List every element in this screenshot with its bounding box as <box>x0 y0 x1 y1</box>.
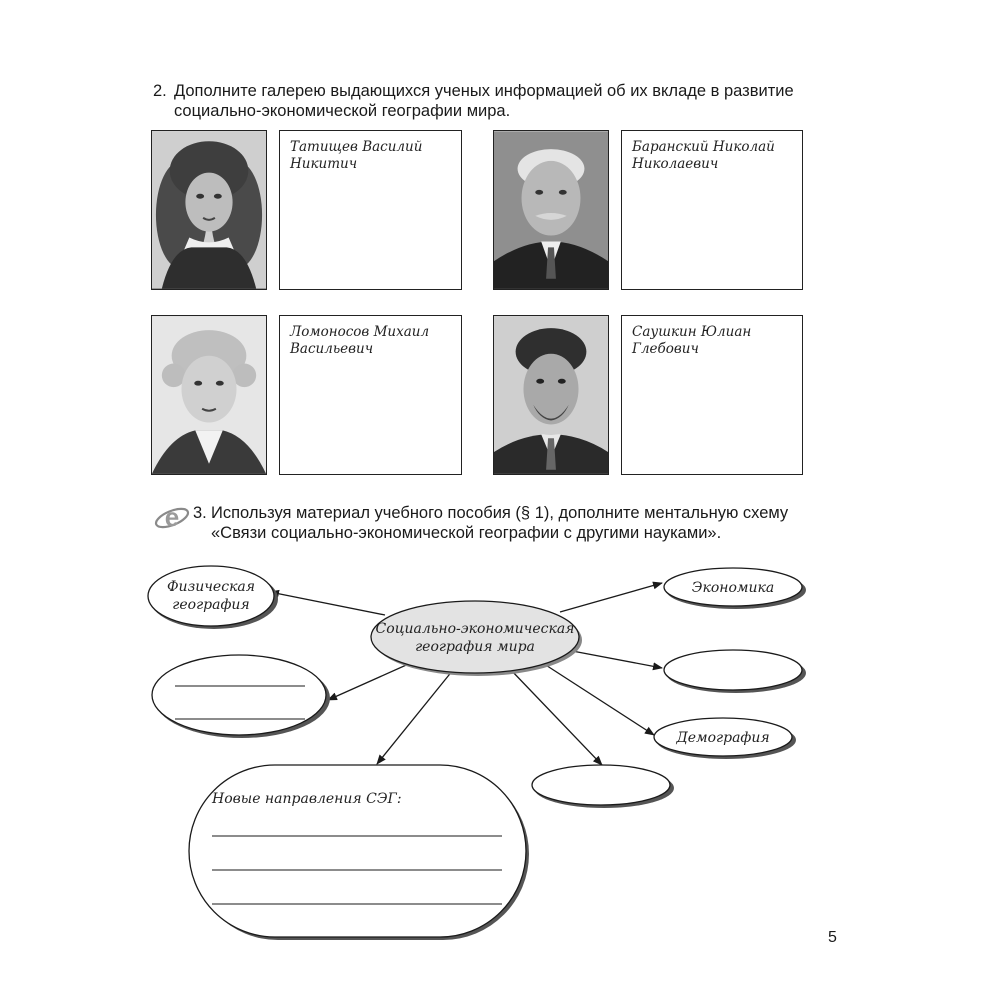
scientist-name-line2: Никитич <box>290 156 358 172</box>
arrow-to-demography <box>538 660 654 735</box>
page-number: 5 <box>828 929 837 946</box>
arrow-to-physical-geography <box>270 592 385 615</box>
arrow-to-empty-bottom <box>510 669 602 765</box>
node-demography <box>654 718 796 759</box>
task-3-text-line1: Используя материал учебного пособия (§ 1), дополните ментальную схему <box>211 504 789 522</box>
node-center-line1: Социально-экономическая <box>375 621 575 637</box>
node-physical-geography <box>148 566 278 629</box>
node-new-directions-label: Новые направления СЭГ: <box>212 791 402 807</box>
scientist-name-line2: Николаевич <box>632 156 719 172</box>
node-empty-bottom[interactable] <box>532 765 674 808</box>
svg-text:e: e <box>164 502 180 532</box>
task-3-text-line2: «Связи социально-экономической географии с другими науками». <box>211 524 722 542</box>
node-center <box>371 601 582 676</box>
scientist-name-line2: Глебович <box>632 341 699 357</box>
task-2-number: 2. <box>153 82 167 100</box>
scientist-name-line1: Саушкин Юлиан <box>632 324 752 340</box>
scientist-name-line2: Васильевич <box>290 341 374 357</box>
node-economics <box>664 568 806 609</box>
node-center-line2: география мира <box>415 639 535 655</box>
arrow-to-empty-left <box>328 662 413 700</box>
scientist-name-line1: Татищев Василий <box>290 139 423 155</box>
node-demography-label: Демография <box>676 730 770 746</box>
scientist-name-line1: Ломоносов Михаил <box>290 324 430 340</box>
node-new-directions[interactable] <box>189 765 529 940</box>
task-2-text-line1: Дополните галерею выдающихся ученых информацией об их вкладе в развитие <box>174 82 794 100</box>
arrow-to-economics <box>560 583 662 612</box>
scientist-name-line1: Баранский Николай <box>632 139 775 155</box>
task-2-text-line2: социально-экономической географии мира. <box>174 102 511 120</box>
node-empty-left[interactable] <box>152 655 330 738</box>
node-economics-label: Экономика <box>691 580 775 596</box>
task-3-number: 3. <box>193 504 207 522</box>
node-empty-right[interactable] <box>664 650 806 693</box>
node-physical-line2: география <box>172 597 250 613</box>
arrow-to-empty-right <box>567 650 662 668</box>
arrow-to-new-directions <box>377 670 453 764</box>
node-physical-line1: Физическая <box>166 579 256 595</box>
